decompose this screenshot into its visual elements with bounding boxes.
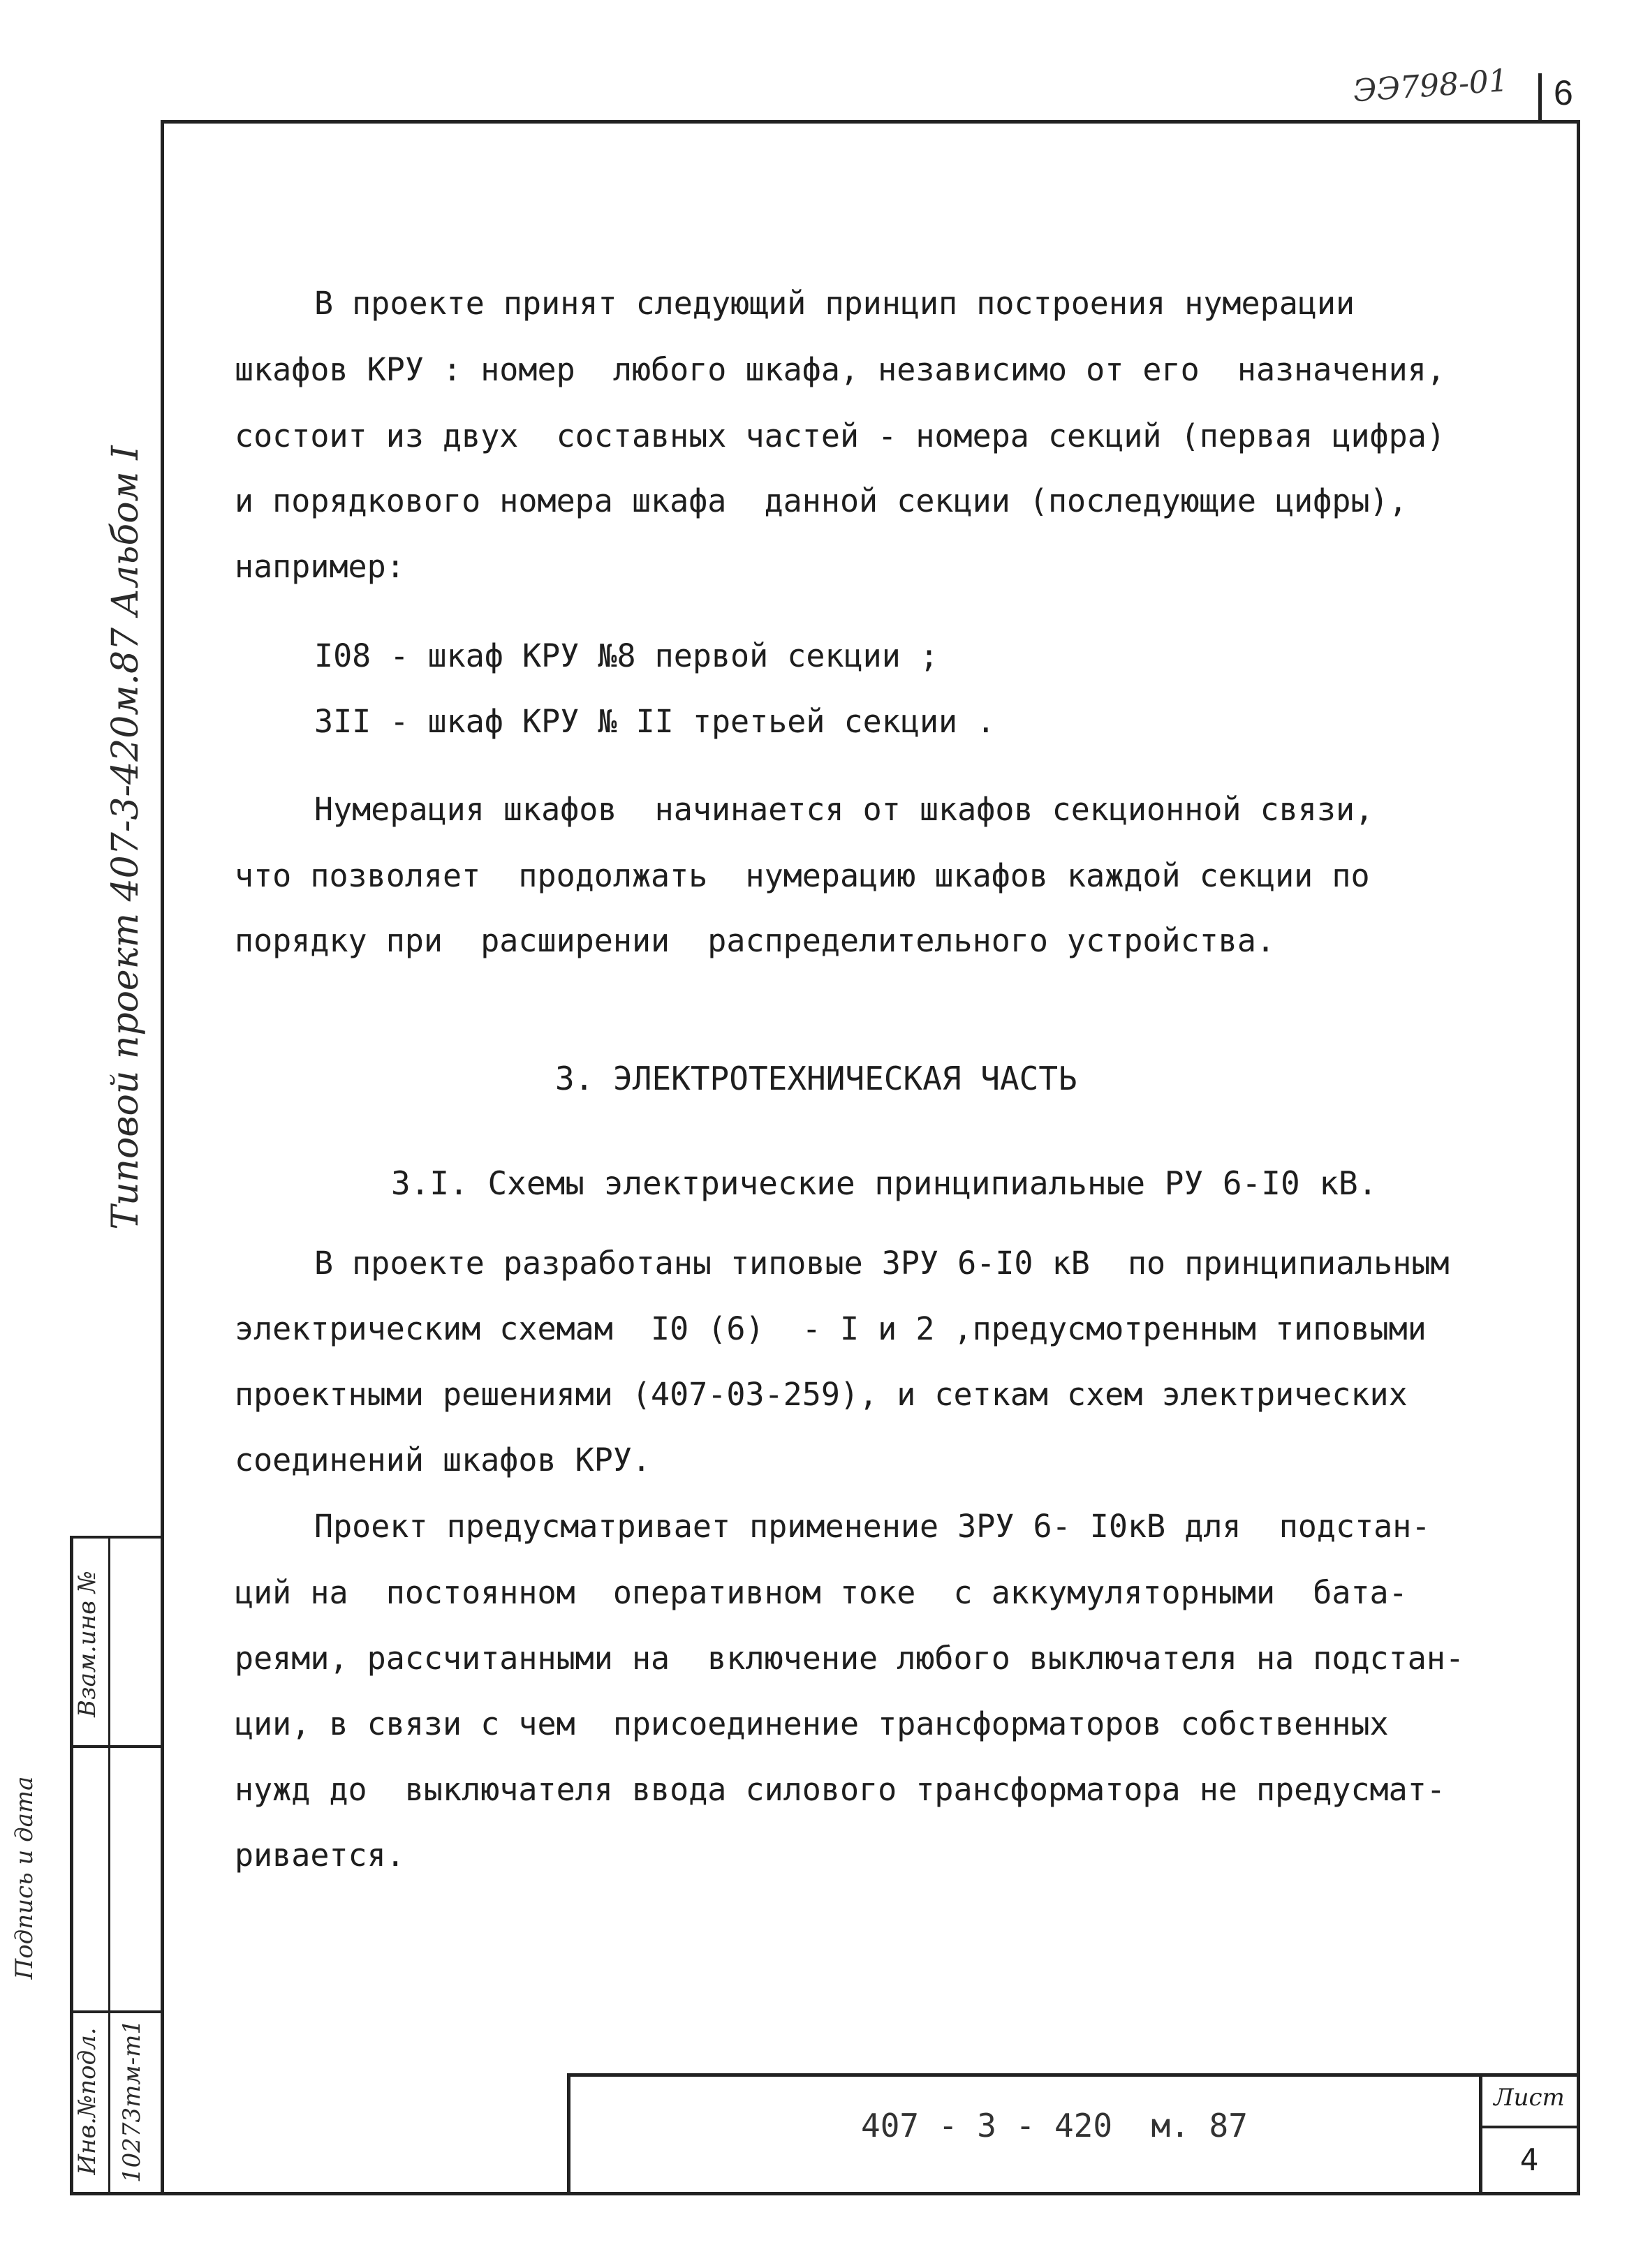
paragraph-line: например:: [235, 548, 405, 585]
frame-top-border: [161, 120, 1580, 124]
sheet-number: 4: [1519, 2142, 1539, 2178]
paragraph-line: Нумерация шкафов начинается от шкафов секционной связи,: [314, 791, 1374, 828]
paragraph-line: состоит из двух составных частей - номера секций (первая цифра): [235, 417, 1445, 454]
field-original-inventory: Инв.№подл.: [73, 2027, 101, 2175]
title-block-document-code: 407 - 3 - 420 м. 87: [861, 2107, 1248, 2144]
paragraph-line: проектными решениями (407-03-259), и сеткам схем электрических: [235, 1376, 1408, 1413]
paragraph-line: ции, в связи с чем присоединение трансформаторов собственных: [235, 1705, 1389, 1742]
paragraph-line: ривается.: [235, 1837, 405, 1874]
document-code: ЭЭ798-01: [1352, 62, 1510, 110]
page-number: 6: [1554, 73, 1573, 112]
frame-left-border: [161, 120, 164, 2195]
paragraph-line: электрическим схемам I0 (6) - I и 2 ,предусмотренным типовыми: [235, 1310, 1427, 1347]
paragraph-line: реями, рассчитанными на включение любого выключателя на подстан-: [235, 1640, 1464, 1677]
frame-right-border: [1577, 120, 1580, 2195]
paragraph-line: Проект предусматривает применение ЗРУ 6- I0кВ для подстан-: [314, 1508, 1431, 1545]
paragraph-line: порядку при расширении распределительного устройства.: [235, 922, 1276, 959]
section-heading: 3. ЭЛЕКТРОТЕХНИЧЕСКАЯ ЧАСТЬ: [555, 1060, 1077, 1097]
inventory-number-value: 10273тм-т1: [118, 2019, 146, 2183]
paragraph-line: и порядкового номера шкафа данной секции (последующие цифры),: [235, 482, 1408, 519]
field-signature-date: Подпись и дата: [10, 1776, 38, 1980]
paragraph-line: что позволяет продолжать нумерацию шкафов каждой секции по: [235, 857, 1370, 894]
paragraph-line: В проекте разработаны типовые ЗРУ 6-I0 кВ по принципиальным: [314, 1245, 1450, 1282]
sheet-label: Лист: [1494, 2084, 1565, 2112]
example-line: 3II - шкаф КРУ № II третьей секции .: [314, 703, 996, 740]
paragraph-line: шкафов КРУ : номер любого шкафа, независимо от его назначения,: [235, 351, 1445, 388]
paragraph-line: соединений шкафов КРУ.: [235, 1441, 651, 1478]
title-block-sheet-divider: [1479, 2126, 1580, 2128]
example-line: I08 - шкаф КРУ №8 первой секции ;: [314, 637, 939, 674]
paragraph-line: нужд до выключателя ввода силового трансформатора не предусмат-: [235, 1771, 1445, 1808]
paragraph-line: ций на постоянном оперативном токе с аккумуляторными бата-: [235, 1574, 1408, 1611]
margin-strip-divider: [70, 1745, 164, 1748]
frame-bottom-border: [70, 2192, 1580, 2195]
margin-strip-divider: [70, 1536, 164, 1539]
subsection-heading: 3.I. Схемы электрические принципиальные РУ 6-I0 кВ.: [391, 1164, 1378, 1202]
title-block-top-border: [567, 2073, 1580, 2077]
field-replaced-inventory: Взам.инв №: [73, 1571, 101, 1717]
corner-divider: [1538, 73, 1542, 124]
margin-strip-inner-border: [108, 1536, 110, 2195]
paragraph-line: В проекте принят следующий принцип построения нумерации: [314, 285, 1355, 322]
title-block-sheet-divider: [1479, 2073, 1482, 2195]
side-project-title: Типовой проект 407-3-420м.87 Альбом I: [105, 445, 147, 1230]
title-block-left-border: [567, 2073, 570, 2195]
